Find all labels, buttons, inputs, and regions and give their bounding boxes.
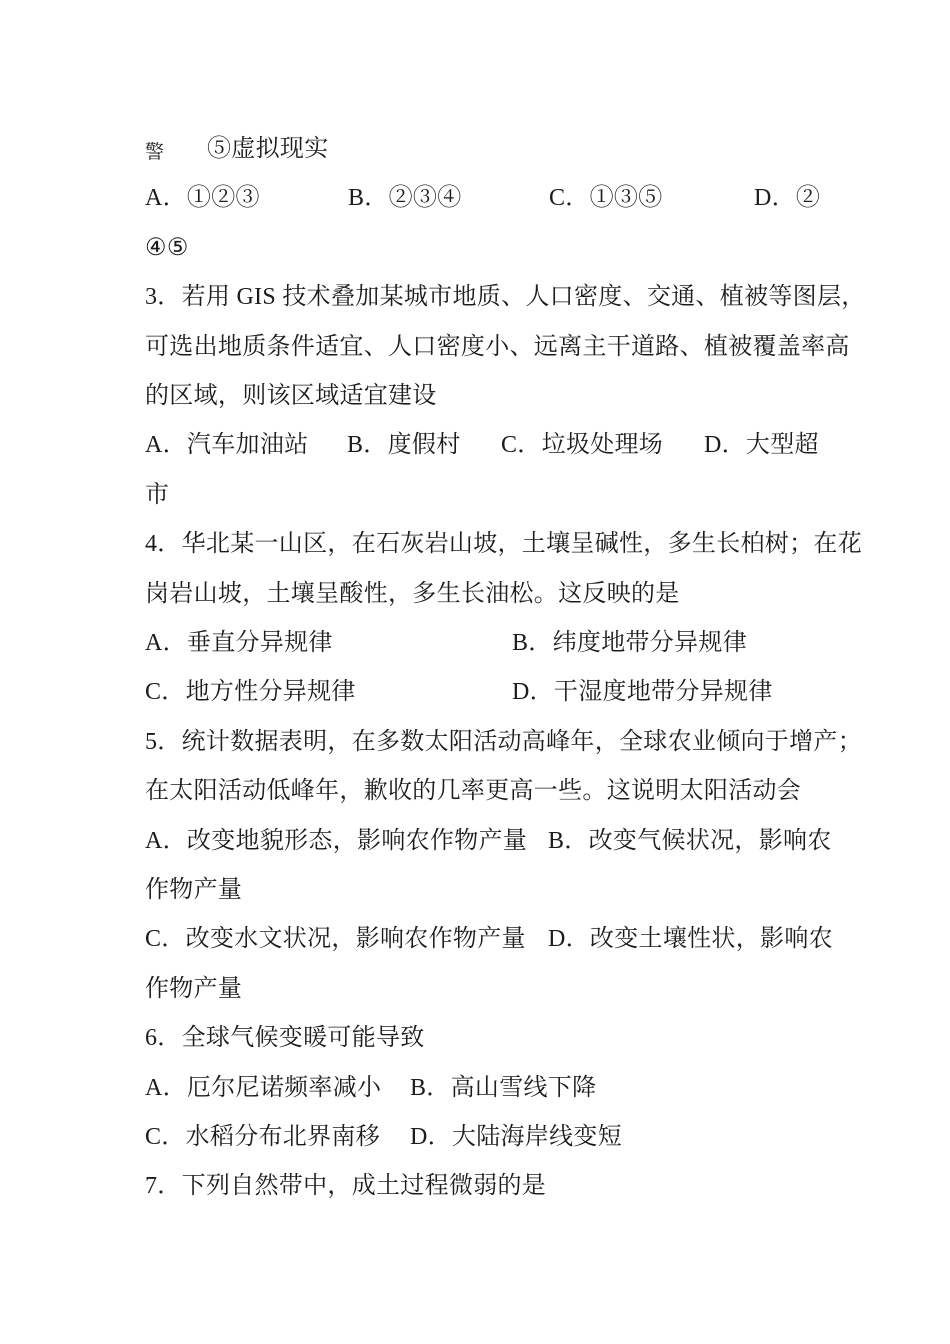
question-6-option-a: A．厄尔尼诺频率减小 bbox=[145, 1075, 382, 1101]
question-3-stem-line-3: 的区域，则该区域适宜建设 bbox=[145, 383, 437, 409]
question-4-stem-line-2: 岗岩山坡，土壤呈酸性，多生长油松。这反映的是 bbox=[145, 581, 680, 607]
question-4-option-d: D．干湿度地带分异规律 bbox=[512, 679, 773, 705]
question-2-option-a: A．①②③ bbox=[145, 185, 260, 211]
question-4-stem-line-1: 4．华北某一山区，在石灰岩山坡，土壤呈碱性，多生长柏树；在花 bbox=[145, 531, 862, 557]
question-3-option-d-wrap: 市 bbox=[145, 482, 170, 508]
question-3-stem-line-2: 可选出地质条件适宜、人口密度小、远离主干道路、植被覆盖率高 bbox=[145, 334, 850, 360]
question-5-option-b-wrap: 作物产量 bbox=[145, 877, 243, 903]
question-2-option-b: B．②③④ bbox=[348, 185, 462, 211]
question-3-option-b: B．度假村 bbox=[347, 432, 461, 458]
question-7-stem-line-1: 7．下列自然带中，成土过程微弱的是 bbox=[145, 1173, 547, 1199]
question-5-option-a: A．改变地貌形态，影响农作物产量 bbox=[145, 828, 528, 854]
question-6-option-b: B．高山雪线下降 bbox=[410, 1075, 597, 1101]
question-3-option-d: D．大型超 bbox=[704, 432, 819, 458]
question-2-tail-char: 警 bbox=[145, 142, 165, 163]
question-3-options-row bbox=[145, 432, 905, 458]
question-5-options-row-1 bbox=[145, 828, 905, 854]
question-6-options-row-2 bbox=[145, 1124, 905, 1150]
question-2-option-c: C．①③⑤ bbox=[549, 185, 663, 211]
question-5-option-c: C．改变水文状况，影响农作物产量 bbox=[145, 926, 526, 952]
question-5-option-d: D．改变土壤性状，影响农 bbox=[548, 926, 833, 952]
question-4-options-row-1 bbox=[145, 630, 905, 656]
question-2-option-d-wrap: ④⑤ bbox=[145, 235, 189, 261]
question-6-options-row-1 bbox=[145, 1075, 905, 1101]
question-3-option-c: C．垃圾处理场 bbox=[501, 432, 664, 458]
question-6-option-d: D．大陆海岸线变短 bbox=[410, 1124, 623, 1150]
question-4-options-row-2 bbox=[145, 679, 905, 705]
question-5-option-b: B．改变气候状况，影响农 bbox=[548, 828, 832, 854]
question-6-option-c: C．水稻分布北界南移 bbox=[145, 1124, 381, 1150]
question-2-options-row bbox=[145, 185, 905, 211]
question-5-option-d-wrap: 作物产量 bbox=[145, 976, 243, 1002]
question-5-stem-line-2: 在太阳活动低峰年，歉收的几率更高一些。这说明太阳活动会 bbox=[145, 778, 802, 804]
question-4-option-a: A．垂直分异规律 bbox=[145, 630, 333, 656]
question-4-option-b: B．纬度地带分异规律 bbox=[512, 630, 748, 656]
question-4-option-c: C．地方性分异规律 bbox=[145, 679, 356, 705]
question-2-item-5: ⑤虚拟现实 bbox=[207, 136, 329, 162]
question-2-item5-line bbox=[145, 136, 905, 162]
question-5-options-row-2 bbox=[145, 926, 905, 952]
question-6-stem-line-1: 6．全球气候变暖可能导致 bbox=[145, 1025, 425, 1051]
question-3-stem-line-1: 3．若用 GIS 技术叠加某城市地质、人口密度、交通、植被等图层， bbox=[145, 284, 866, 310]
question-5-stem-line-1: 5．统计数据表明，在多数太阳活动高峰年，全球农业倾向于增产； bbox=[145, 729, 862, 755]
question-3-option-a: A．汽车加油站 bbox=[145, 432, 309, 458]
question-2-option-d: D．② bbox=[754, 185, 821, 211]
